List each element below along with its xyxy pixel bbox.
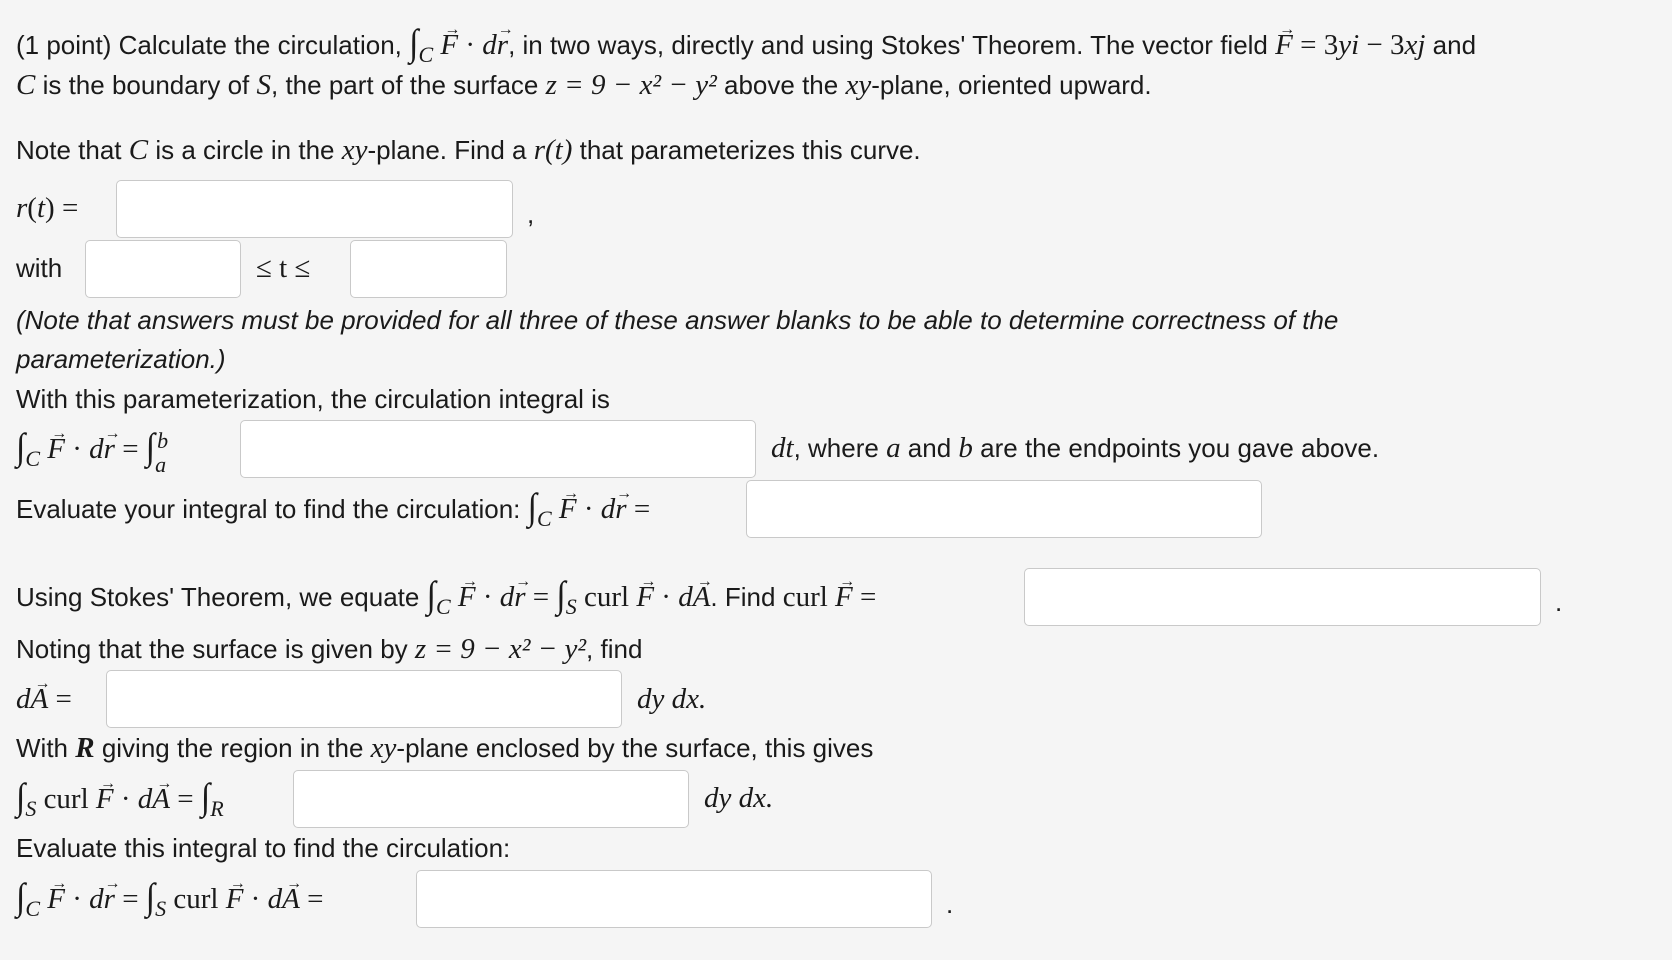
surface-integral-label: $\int_S$ curl F → · dA → = $\int_R$ <box>16 780 224 819</box>
region-integrand-input[interactable] <box>293 770 689 828</box>
parameterization-note-line-2: parameterization.) <box>16 344 226 374</box>
curl-f-input[interactable] <box>1024 568 1541 626</box>
with-label: with <box>16 253 63 283</box>
parameterization-note-line-1: (Note that answers must be provided for all three of these answer blanks to be able to determine correctness of the <box>16 305 1339 335</box>
direct-integral-label: $\int_C$ F → · dr → = ∫ b a <box>16 430 173 469</box>
comma: , <box>527 199 535 229</box>
final-period: . <box>946 889 954 919</box>
curl-period: . <box>1555 587 1563 617</box>
region-label: With R giving the region in the xy-plane enclosed by the surface, this gives <box>16 732 874 764</box>
dA-input[interactable] <box>106 670 622 728</box>
r-of-t-input[interactable] <box>116 180 513 238</box>
dA-label: dA → = <box>16 681 72 717</box>
problem-statement-line-1: (1 point) Calculate the circulation, $\int_C$ F → · dr →, in two ways, directly and using Stokes' Theorem. The vector field F → = 3yi − 3xj and <box>16 26 1476 65</box>
t-range-label: ≤ t ≤ <box>256 252 311 284</box>
final-circulation-input[interactable] <box>416 870 932 928</box>
param-note: Note that C is a circle in the xy-plane. Find a r(t) that parameterizes this curve. <box>16 134 921 166</box>
region-integrand-suffix: dy dx. <box>704 782 774 814</box>
t-lower-bound-input[interactable] <box>85 240 241 298</box>
direct-circulation-input[interactable] <box>746 480 1262 538</box>
direct-integrand-input[interactable] <box>240 420 756 478</box>
final-circulation-label: $\int_C$ F → · dr → = $\int_S$ curl F → · dA → = <box>16 880 323 919</box>
r-label: r(t) = <box>16 192 79 224</box>
stokes-evaluate-label: Evaluate this integral to find the circulation: <box>16 833 511 863</box>
direct-integral-suffix: dt, where a and b are the endpoints you gave above. <box>771 432 1380 464</box>
problem-statement-line-2: C is the boundary of S, the part of the surface z = 9 − x² − y² above the xy-plane, oriented upward. <box>16 69 1152 101</box>
t-upper-bound-input[interactable] <box>350 240 507 298</box>
points-label: (1 point) <box>16 30 112 60</box>
direct-evaluate-label: Evaluate your integral to find the circulation: $\int_C$ F → · dr → = <box>16 490 650 529</box>
stokes-label: Using Stokes' Theorem, we equate $\int_C$ F → · dr → = $\int_S$ curl F → · dA →. Find curl F → = <box>16 578 876 617</box>
noting-label: Noting that the surface is given by z = 9 − x² − y², find <box>16 633 643 665</box>
dA-suffix: dy dx. <box>637 683 707 715</box>
direct-intro: With this parameterization, the circulation integral is <box>16 384 610 414</box>
surface-equation: z = 9 − x² − y² <box>545 69 717 101</box>
